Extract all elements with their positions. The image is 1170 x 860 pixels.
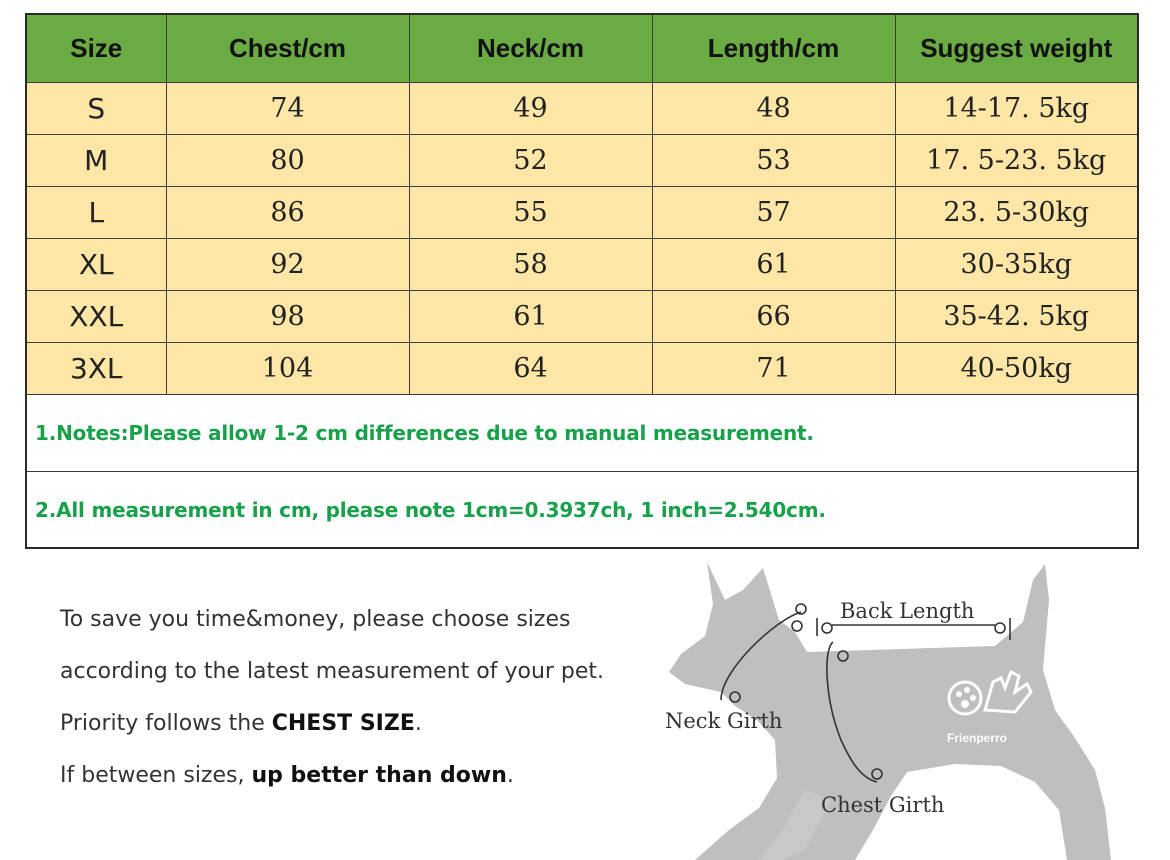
weight-cell: 30-35kg [895, 239, 1137, 291]
table-row [27, 239, 1137, 291]
chest-cell: 86 [166, 187, 409, 239]
dog-measurement-diagram [655, 560, 1165, 860]
chest-girth-label: Chest Girth [821, 793, 945, 817]
table-row [27, 135, 1137, 187]
header-row [27, 15, 1137, 83]
header-suggest-weight: Suggest weight [895, 15, 1137, 83]
size-chart [25, 13, 1139, 549]
header-size: Size [27, 15, 166, 83]
advice-line-3-text: Priority follows the [60, 711, 272, 736]
size-cell: 3XL [27, 343, 166, 395]
length-cell: 48 [652, 83, 895, 135]
header-neck: Neck/cm [409, 15, 652, 83]
chest-cell: 98 [166, 291, 409, 343]
weight-cell: 17. 5-23. 5kg [895, 135, 1137, 187]
size-cell: S [27, 83, 166, 135]
chest-cell: 92 [166, 239, 409, 291]
weight-cell: 35-42. 5kg [895, 291, 1137, 343]
neck-cell: 58 [409, 239, 652, 291]
length-cell: 71 [652, 343, 895, 395]
advice-line-1: To save you time&money, please choose sizes [60, 607, 571, 632]
weight-cell: 40-50kg [895, 343, 1137, 395]
neck-cell: 61 [409, 291, 652, 343]
weight-cell: 14-17. 5kg [895, 83, 1137, 135]
header-length: Length/cm [652, 15, 895, 83]
length-cell: 53 [652, 135, 895, 187]
neck-cell: 52 [409, 135, 652, 187]
neck-cell: 55 [409, 187, 652, 239]
neck-cell: 49 [409, 83, 652, 135]
size-cell: L [27, 187, 166, 239]
size-cell: XXL [27, 291, 166, 343]
table-row [27, 291, 1137, 343]
table-row [27, 343, 1137, 395]
size-cell: XL [27, 239, 166, 291]
note-unit-conversion: 2.All measurement in cm, please note 1cm=0.3937ch, 1 inch=2.540cm. [35, 498, 826, 522]
chest-cell: 74 [166, 83, 409, 135]
advice-line-4-end: . [506, 763, 514, 788]
length-cell: 57 [652, 187, 895, 239]
advice-line-4 [60, 756, 700, 808]
advice-line-3 [60, 704, 700, 756]
chest-size-emphasis: CHEST SIZE [271, 711, 415, 736]
neck-cell: 64 [409, 343, 652, 395]
advice-line-2: according to the latest measurement of your pet. [60, 659, 605, 684]
header-chest: Chest/cm [166, 15, 409, 83]
back-length-label: Back Length [840, 599, 975, 623]
table-row [27, 83, 1137, 135]
size-table [27, 15, 1137, 395]
chest-cell: 104 [166, 343, 409, 395]
size-cell: M [27, 135, 166, 187]
sizing-advice [60, 600, 700, 808]
weight-cell: 23. 5-30kg [895, 187, 1137, 239]
length-cell: 66 [652, 291, 895, 343]
chest-cell: 80 [166, 135, 409, 187]
dog-diagram-svg [655, 560, 1165, 860]
table-row [27, 187, 1137, 239]
length-cell: 61 [652, 239, 895, 291]
advice-line-4-text: If between sizes, [60, 763, 252, 788]
up-better-emphasis: up better than down [251, 763, 507, 788]
brand-watermark: Frienperro [947, 731, 1008, 745]
neck-girth-label: Neck Girth [665, 709, 783, 733]
note-manual-measurement: 1.Notes:Please allow 1-2 cm differences due to manual measurement. [27, 395, 1137, 472]
advice-line-3-end: . [414, 711, 422, 736]
